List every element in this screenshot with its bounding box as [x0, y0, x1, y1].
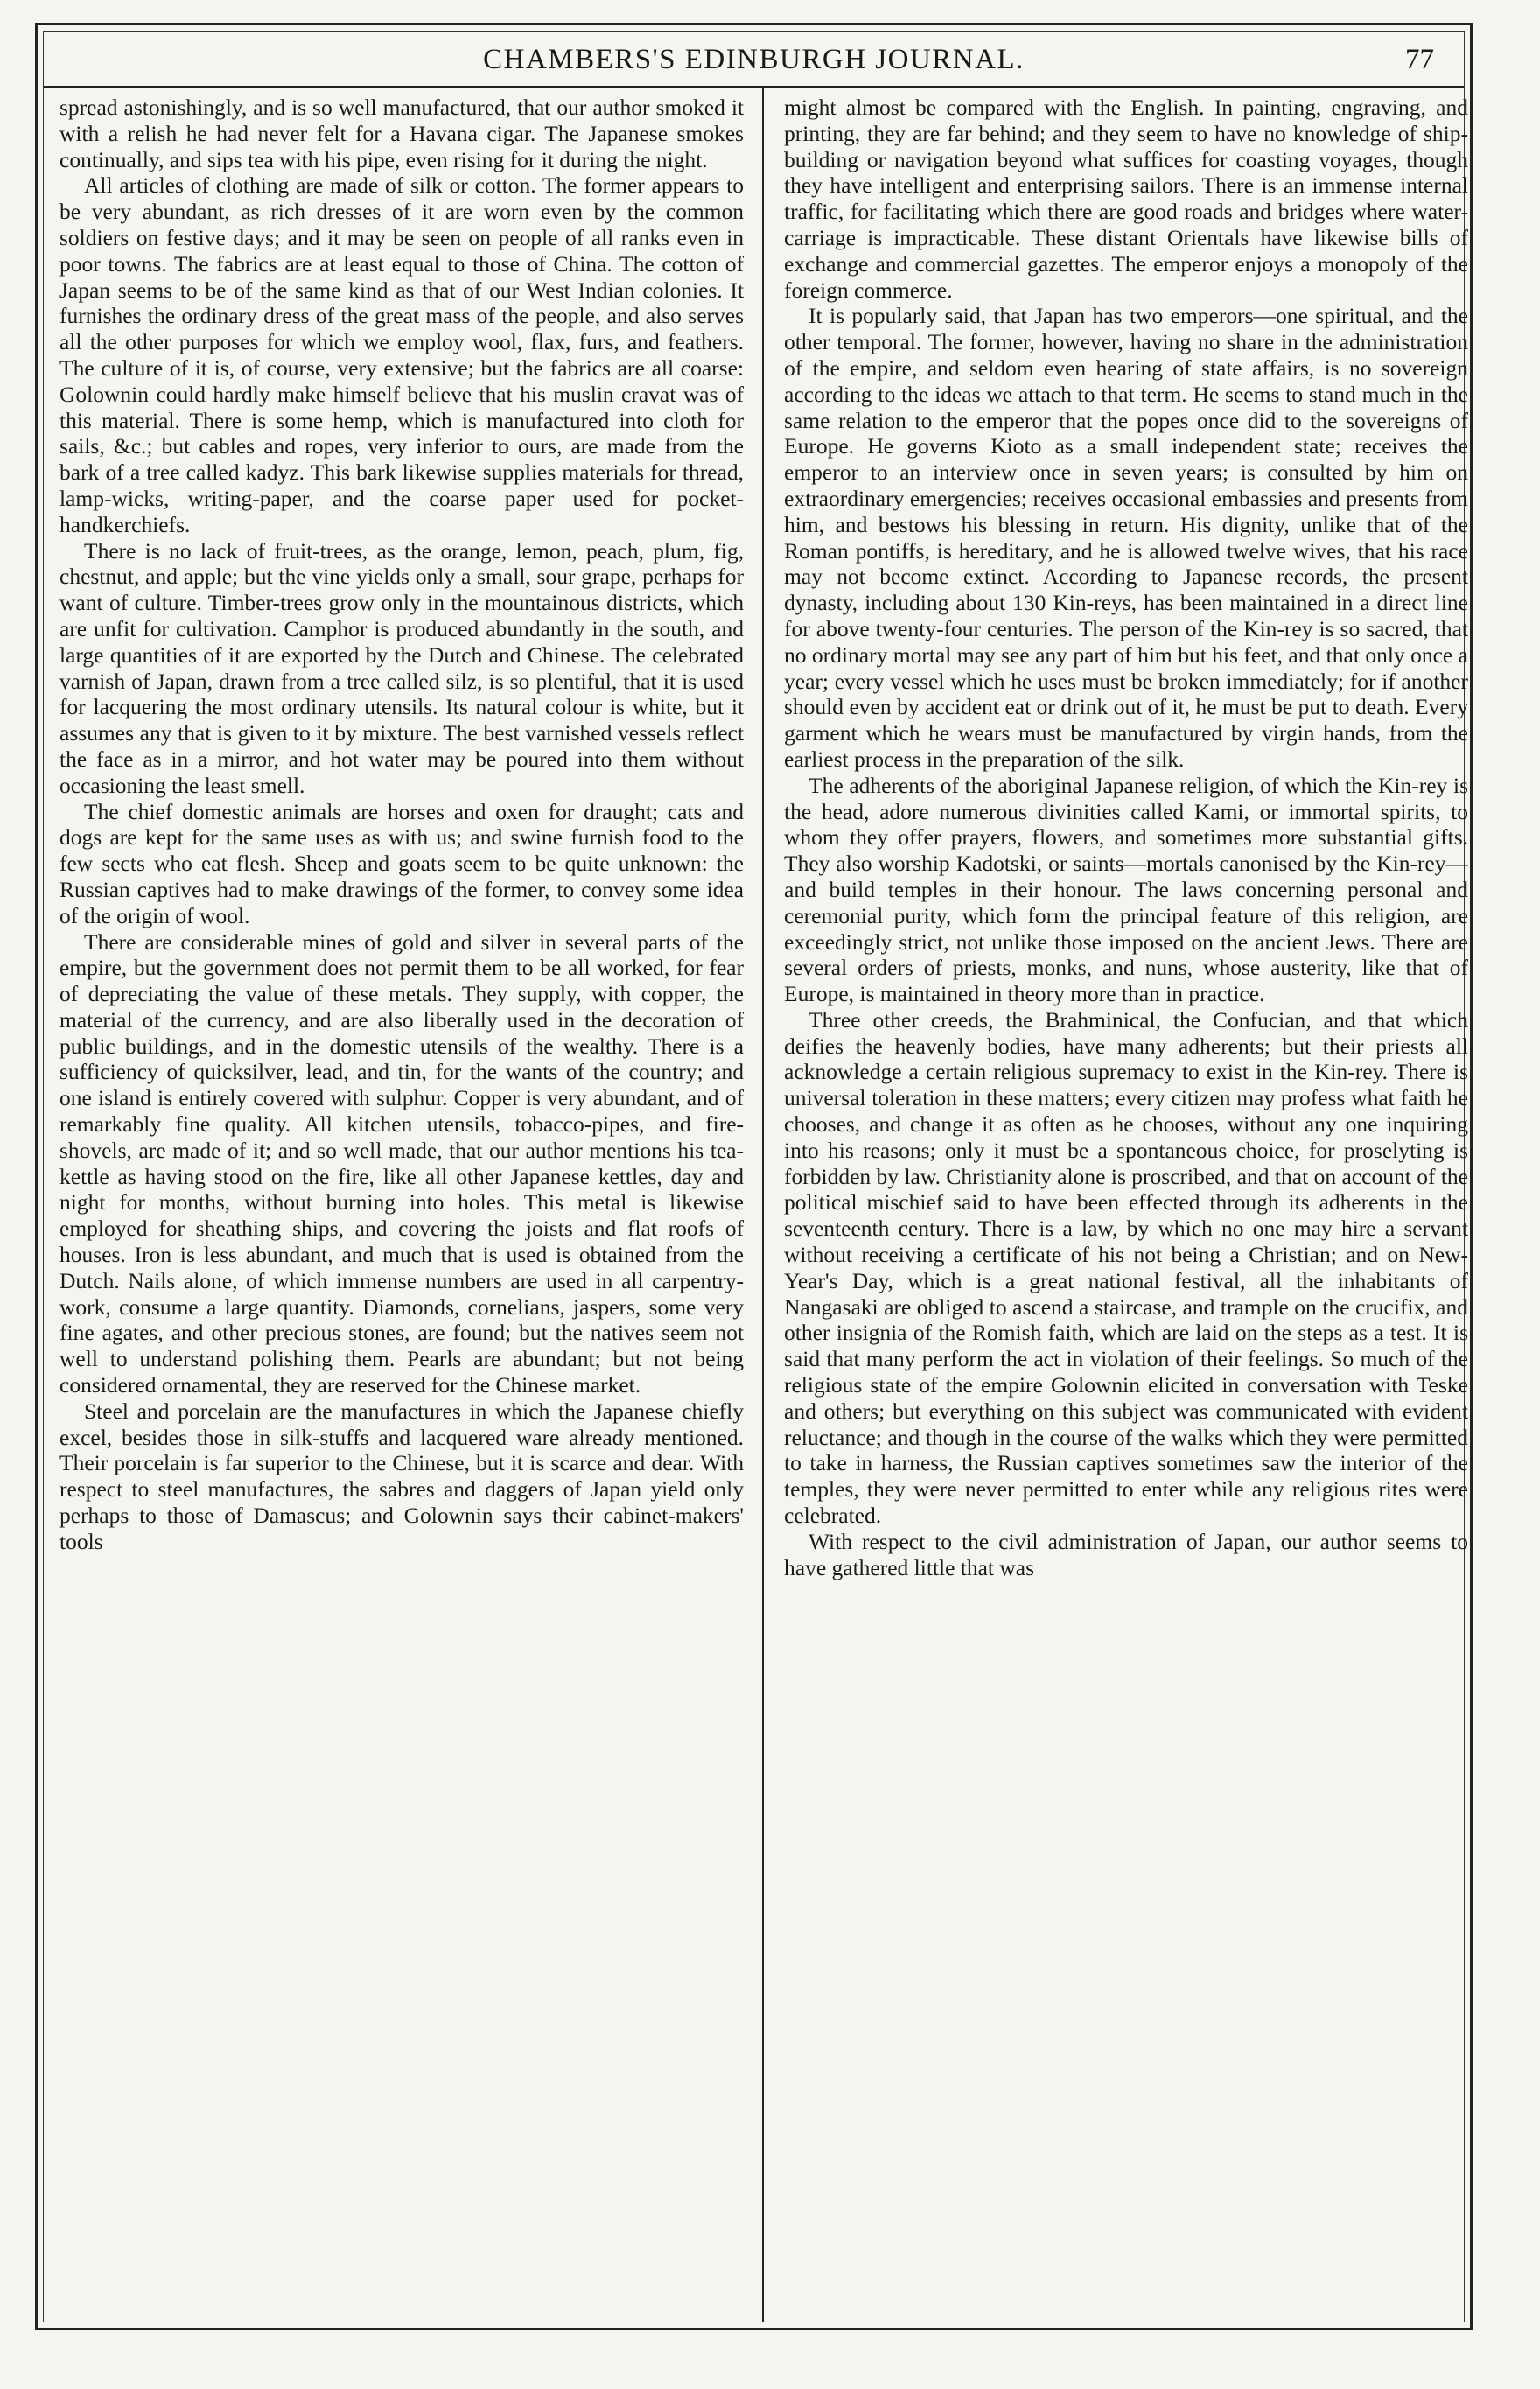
journal-page	[35, 23, 1473, 2330]
paragraph: There are considerable mines of gold and silver in several parts of the empire, but the government does not permit them to be all worked, for fear of depreciating the value of these metals. They supply, with copper, the material of the currency, and are also liberally used in the decoration of public buildings, and in the domestic utensils of the wealthy. There is a sufficiency of quicksilver, lead, and tin, for the wants of the country; and one island is entirely covered with sulphur. Copper is very abundant, and of remarkably fine quality. All kitchen utensils, tobacco-pipes, and fire-shovels, are made of it; and so well made, that our author mentions his tea-kettle as having stood on the fire, like all other Japanese kettles, day and night for months, without burning into holes. This metal is likewise employed for sheathing ships, and covering the joists and flat roofs of houses. Iron is less abundant, and much that is used is obtained from the Dutch. Nails alone, of which immense numbers are used in all carpentry-work, consume a large quantity. Diamonds, cornelians, jaspers, some very fine agates, and other precious stones, are found; but the natives seem not well to understand polishing them. Pearls are abundant; but not being considered ornamental, they are reserved for the Chinese market.	[60, 928, 744, 1398]
paragraph: The chief domestic animals are horses and oxen for draught; cats and dogs are kept for the same uses as with us; and swine furnish food to the few sects who eat flesh. Sheep and goats seem to be quite unknown: the Russian captives had to make drawings of the former, to convey some idea of the origin of wool.	[60, 798, 744, 928]
paragraph: Three other creeds, the Brahminical, the Confucian, and that which deifies the heavenly bodies, have many adherents; but their priests all acknowledge a certain religious supremacy to exist in the Kin-rey. There is universal toleration in these matters; every citizen may profess what faith he chooses, and change it as often as he chooses, without any one inquiring into his reasons; only it must be a spontaneous choice, for proselyting is forbidden by law. Christianity alone is proscribed, and that on account of the political mischief said to have been effected through its adherents in the seventeenth century. There is a law, by which no one may hire a servant without receiving a certificate of his not being a Christian; and on New-Year's Day, which is a great national festival, all the inhabitants of Nangasaki are obliged to ascend a staircase, and trample on the crucifix, and other insignia of the Romish faith, which are laid on the steps as a test. It is said that many perform the act in violation of their feelings. So much of the religious state of the empire Golownin elicited in conversation with Teske and others; but everything on this subject was communicated with evident reluctance; and though in the course of the walks which they were permitted to take in harness, the Russian captives sometimes saw the interior of the temples, they were never permitted to enter while any religious rites were celebrated.	[784, 1006, 1468, 1529]
running-title: CHAMBERS'S EDINBURGH JOURNAL.	[483, 44, 1025, 75]
paragraph: All articles of clothing are made of silk or cotton. The former appears to be very abundant, as rich dresses of it are worn even by the common soldiers on festive days; and it may be seen on people of all ranks even in poor towns. The fabrics are at least equal to those of China. The cotton of Japan seems to be of the same kind as that of our West Indian colonies. It furnishes the ordinary dress of the great mass of the people, and also serves all the other purposes for which we employ wool, flax, furs, and feathers. The culture of it is, of course, very extensive; but the fabrics are all coarse: Golownin could hardly make himself believe that his muslin cravat was of this material. There is some hemp, which is manufactured into cloth for sails, &c.; but cables and ropes, very inferior to ours, are made from the bark of a tree called kadyz. This bark likewise supplies materials for thread, lamp-wicks, writing-paper, and the coarse paper used for pocket-handkerchiefs.	[60, 172, 744, 537]
paragraph: With respect to the civil administration of Japan, our author seems to have gathered little that was	[784, 1528, 1468, 1580]
column-divider	[762, 86, 764, 2322]
page-header	[44, 32, 1464, 88]
paragraph: There is no lack of fruit-trees, as the orange, lemon, peach, plum, fig, chestnut, and apple; but the vine yields only a small, sour grape, perhaps for want of culture. Timber-trees grow only in the mountainous districts, which are unfit for cultivation. Camphor is produced abundantly in the south, and large quantities of it are exported by the Dutch and Chinese. The celebrated varnish of Japan, drawn from a tree called silz, is so plentiful, that it is used for lacquering the most ordinary utensils. Its natural colour is white, but it assumes any that is given to it by mixture. The best varnished vessels reflect the face as in a mirror, and hot water may be poured into them without occasioning the least smell.	[60, 537, 744, 798]
page-number: 77	[1405, 44, 1434, 75]
paragraph: It is popularly said, that Japan has two emperors—one spiritual, and the other temporal. The former, however, having no share in the administration of the empire, and seldom even hearing of state affairs, is no sovereign according to the ideas we attach to that term. He seems to stand much in the same relation to the emperor that the popes once did to the sovereigns of Europe. He governs Kioto as a small independent state; receives the emperor to an interview once in seven years; is consulted by him on extraordinary emergencies; receives occasional embassies and presents from him, and bestows his blessing in return. His dignity, unlike that of the Roman pontiffs, is hereditary, and he is allowed twelve wives, that his race may not become extinct. According to Japanese records, the present dynasty, including about 130 Kin-reys, has been maintained in a direct line for above twenty-four centuries. The person of the Kin-rey is so sacred, that no ordinary mortal may see any part of him but his feet, and that only once a year; every vessel which he uses must be broken immediately; for if another should even by accident eat or drink out of it, he must be put to death. Every garment which he wears must be manufactured by virgin hands, from the earliest process in the preparation of the silk.	[784, 303, 1468, 772]
paragraph: might almost be compared with the English. In painting, engraving, and printing, they are far behind; and they seem to have no knowledge of ship-building or navigation beyond what suffices for coasting voyages, though they have intelligent and enterprising sailors. There is an immense internal traffic, for facilitating which there are good roads and bridges where water-carriage is impracticable. These distant Orientals have likewise bills of exchange and commercial gazettes. The emperor enjoys a monopoly of the foreign commerce.	[784, 95, 1468, 303]
left-column	[60, 95, 744, 2317]
paragraph: spread astonishingly, and is so well manufactured, that our author smoked it with a relish he had never felt for a Havana cigar. The Japanese smokes continually, and sips tea with his pipe, even rising for it during the night.	[60, 95, 744, 172]
paragraph: Steel and porcelain are the manufactures in which the Japanese chiefly excel, besides those in silk-stuffs and lacquered ware already mentioned. Their porcelain is far superior to the Chinese, but it is scarce and dear. With respect to steel manufactures, the sabres and daggers of Japan yield only perhaps to those of Damascus; and Golownin says their cabinet-makers' tools	[60, 1398, 744, 1554]
right-column	[784, 95, 1468, 2317]
paragraph: The adherents of the aboriginal Japanese religion, of which the Kin-rey is the head, adore numerous divinities called Kami, or immortal spirits, to whom they offer prayers, flowers, and sometimes more substantial gifts. They also worship Kadotski, or saints—mortals canonised by the Kin-rey—and build temples in their honour. The laws concerning personal and ceremonial purity, which form the principal feature of this religion, are exceedingly strict, not unlike those imposed on the ancient Jews. There are several orders of priests, monks, and nuns, whose austerity, like that of Europe, is maintained in theory more than in practice.	[784, 772, 1468, 1007]
page-frame	[43, 31, 1468, 2322]
